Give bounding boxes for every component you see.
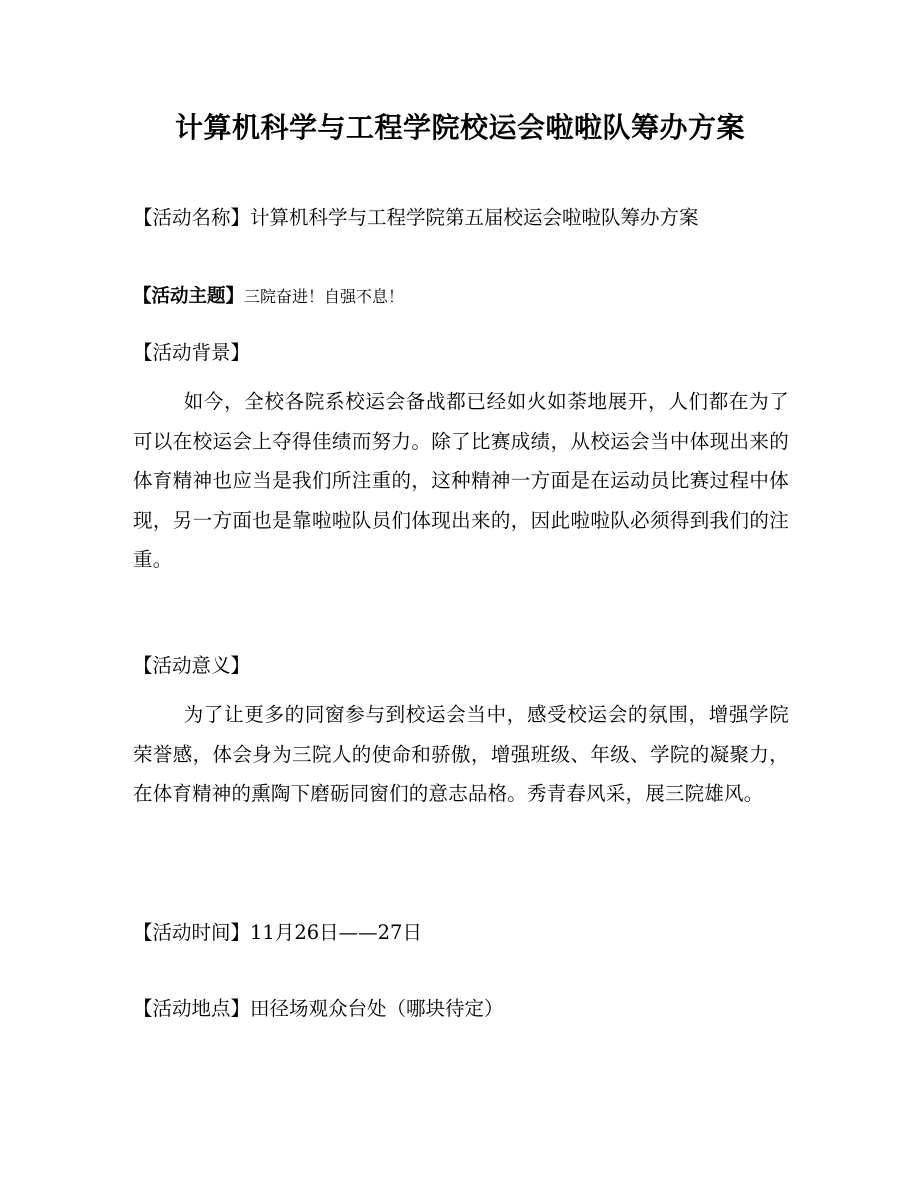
activity-name-value: 计算机科学与工程学院第五届校运会啦啦队筹办方案 [250,206,699,229]
activity-location-label: 【活动地点】 [133,997,251,1020]
activity-theme-row [133,282,404,311]
activity-theme-value: 三院奋进！自强不息！ [244,287,405,306]
activity-background-paragraph: 如今，全校各院系校运会备战都已经如火如荼地展开，人们都在为了可以在校运会上夺得佳绩而努力。除了比赛成绩，从校运会当中体现出来的体育精神也应当是我们所注重的，这种精神一方面是在运动员比赛过程中体现，另一方面也是靠啦啦队员们体现出来的，因此啦啦队必须得到我们的注重。 [133,390,789,571]
activity-significance-heading: 【活动意义】 [133,654,251,677]
activity-time-value: 11月26日——27日 [250,921,422,944]
activity-background-heading: 【活动背景】 [133,341,251,364]
activity-time-label: 【活动时间】 [133,921,251,944]
activity-location-row [133,995,504,1023]
activity-name-row [133,204,699,232]
activity-time-row [133,919,422,947]
activity-name-label: 【活动名称】 [133,206,251,229]
document-title: 计算机科学与工程学院校运会啦啦队筹办方案 [174,111,745,144]
activity-significance-paragraph: 为了让更多的同窗参与到校运会当中，感受校运会的氛围，增强学院荣誉感，体会身为三院人的使命和骄傲，增强班级、年级、学院的凝聚力，在体育精神的熏陶下磨砺同窗们的意志品格。秀青春风采，展三院雄风。 [133,703,789,805]
activity-location-value: 田径场观众台处（哪块待定） [250,997,504,1020]
activity-theme-label: 【活动主题】 [133,286,245,307]
